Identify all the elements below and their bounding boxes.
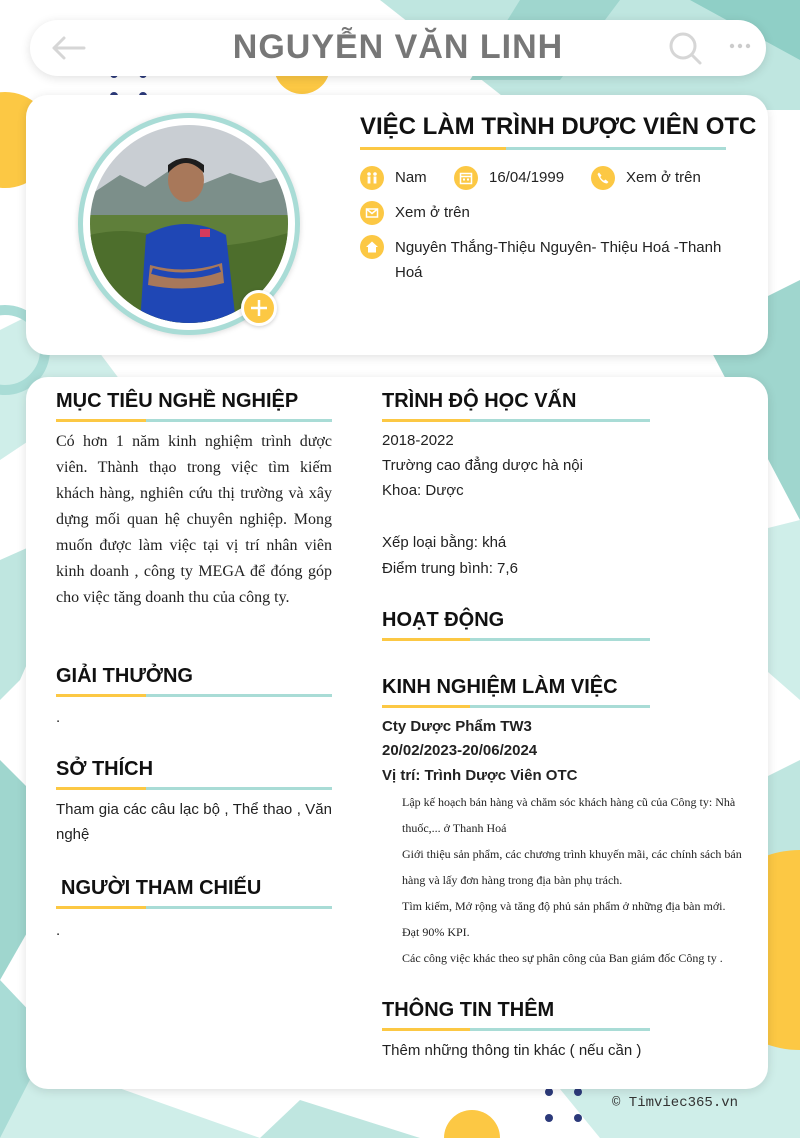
address-row: [360, 235, 730, 285]
activities-underline: [382, 638, 650, 641]
more-info-text: Thêm những thông tin khác ( nếu cần ): [382, 1042, 642, 1059]
plus-icon: [244, 293, 274, 323]
email-icon: [360, 201, 384, 225]
hobbies-underline: [56, 787, 332, 790]
education-period: 2018-2022: [382, 432, 454, 449]
phone-row: [591, 165, 701, 190]
experience-duty: Lập kế hoạch bán hàng và chăm sóc khách hàng cũ của Công ty: Nhà thuốc,... ở Thanh Hoá: [402, 795, 736, 835]
more-options-icon[interactable]: [728, 34, 752, 63]
education-title: TRÌNH ĐỘ HỌC VẤN: [382, 390, 577, 412]
search-icon[interactable]: [668, 31, 704, 72]
experience-duty: Giới thiệu sản phẩm, các chương trình khuyến mãi, các chính sách bán hàng và lấy đơn hàng trong địa bàn phụ trách.: [402, 847, 742, 887]
awards-title: GIẢI THƯỞNG: [56, 665, 193, 687]
objective-text: Có hơn 1 năm kinh nghiệm trình dược viên. Thành thạo trong việc tìm kiếm khách hàng, nghiên cứu thị trường và xây dựng mối quan hệ chuyên nghiệp. Mong muốn được làm việc tại vị trí nhân viên kinh doanh , công ty MEGA để đóng góp cho việc tăng doanh thu của công ty.: [56, 433, 332, 606]
references-underline: [56, 906, 332, 909]
experience-underline: [382, 705, 650, 708]
email-row: [360, 200, 470, 225]
experience-position: Vị trí: Trình Dược Viên OTC: [382, 767, 578, 784]
objective-title: MỤC TIÊU NGHỀ NGHIỆP: [56, 390, 299, 412]
home-icon: [360, 235, 384, 259]
address-value: Nguyên Thắng-Thiệu Nguyên- Thiệu Hoá -Thanh Hoá: [395, 239, 722, 281]
education-faculty: Khoa: Dược: [382, 482, 464, 499]
copyright-text: © Timviec365.vn: [612, 1095, 739, 1111]
phone-icon: [591, 166, 615, 190]
experience-duty: Đạt 90% KPI.: [402, 925, 470, 939]
birthdate-row: [454, 165, 564, 190]
main-card: [26, 377, 768, 1089]
education-school: Trường cao đẳng dược hà nội: [382, 457, 583, 474]
gender-icon: [360, 166, 384, 190]
experience-duty: Các công việc khác theo sự phân công của Ban giám đốc Công ty .: [402, 951, 723, 965]
more-info-title: THÔNG TIN THÊM: [382, 999, 555, 1021]
gender-value: Nam: [395, 169, 427, 186]
objective-underline: [56, 419, 332, 422]
education-grade: Xếp loại bằng: khá: [382, 534, 507, 551]
email-value: Xem ở trên: [395, 204, 470, 221]
hobbies-title: SỞ THÍCH: [56, 758, 154, 780]
awards-text: .: [56, 709, 61, 726]
header-bar: [30, 20, 766, 76]
education-underline: [382, 419, 650, 422]
experience-title: KINH NGHIỆM LÀM VIỆC: [382, 676, 618, 698]
profile-card: [26, 95, 768, 355]
add-photo-button[interactable]: [241, 290, 277, 326]
experience-period: 20/02/2023-20/06/2024: [382, 742, 538, 759]
more-info-underline: [382, 1028, 650, 1031]
calendar-icon: [454, 166, 478, 190]
birthdate-value: 16/04/1999: [489, 169, 565, 186]
awards-underline: [56, 694, 332, 697]
candidate-name: NGUYỄN VĂN LINH: [232, 28, 564, 66]
gender-row: [360, 165, 427, 190]
phone-value: Xem ở trên: [626, 169, 701, 186]
education-gpa: Điểm trung bình: 7,6: [382, 560, 518, 577]
references-text: .: [56, 922, 61, 939]
experience-company: Cty Dược Phẩm TW3: [382, 718, 532, 735]
activities-title: HOẠT ĐỘNG: [382, 609, 505, 631]
references-title: NGƯỜI THAM CHIẾU: [61, 877, 262, 899]
hobbies-text: Tham gia các câu lạc bộ , Thể thao , Văn nghệ: [56, 801, 332, 843]
job-title: VIỆC LÀM TRÌNH DƯỢC VIÊN OTC: [360, 113, 757, 140]
experience-duty: Tìm kiếm, Mở rộng và tăng độ phủ sản phẩm ở những địa bàn mới.: [402, 899, 726, 913]
job-title-underline: [360, 147, 726, 150]
